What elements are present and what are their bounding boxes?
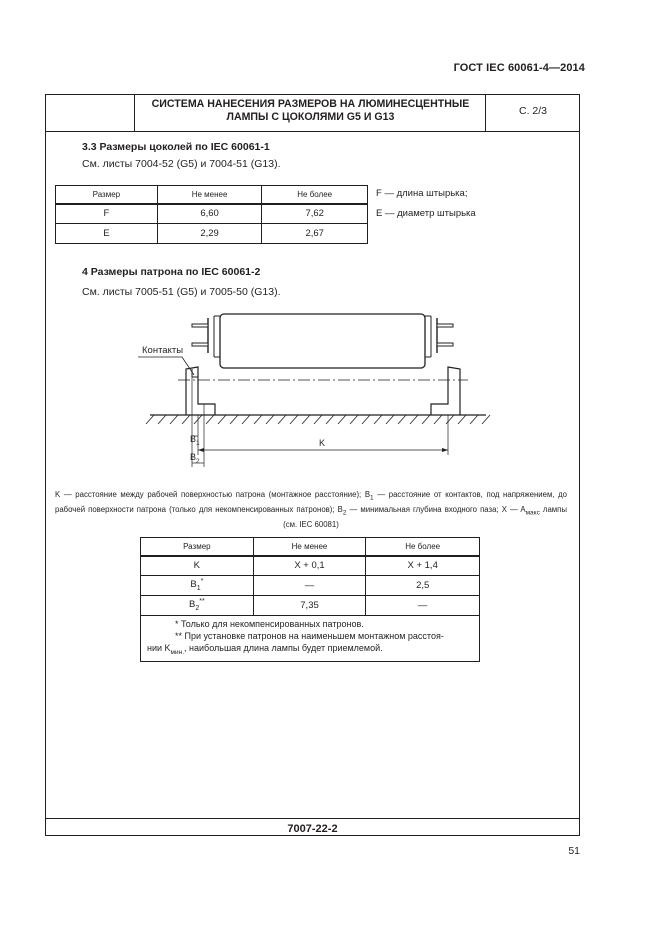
holder-dimensions-table	[140, 537, 480, 662]
note-f: F — длина штырька;	[376, 188, 468, 199]
table-footnotes	[141, 616, 480, 662]
table-row	[141, 596, 480, 616]
holder-left	[186, 367, 215, 415]
col-header-max: Не более	[262, 186, 368, 204]
table-cell: —	[253, 576, 366, 596]
table-cell: E	[56, 224, 158, 244]
label-b2: $B_2$	[190, 452, 200, 465]
table-cell: K	[141, 556, 254, 576]
table-row	[141, 576, 480, 596]
label-contacts: Контакты	[142, 345, 184, 356]
table-cell: X + 1,4	[366, 556, 480, 576]
arrow-k-right	[442, 448, 448, 452]
table-cell: 7,62	[262, 204, 368, 224]
pin-right-top	[437, 324, 453, 327]
footnote-2-cont: нии $K_{мин.}$, наибольшая длина лампы будет приемлемой.	[147, 643, 383, 656]
label-b1: $B_1$	[190, 434, 200, 447]
table-cell: $B_2^{**}$	[141, 596, 254, 616]
table-cell: 2,29	[157, 224, 262, 244]
sheet-page: С. 2/3	[518, 105, 547, 117]
label-k: K	[319, 438, 326, 448]
footer-divider	[45, 818, 580, 819]
section-4-text: См. листы 7005-51 (G5) и 7005-50 (G13).	[82, 286, 281, 298]
col-header-min: Не менее	[253, 538, 366, 556]
note-e: E — диаметр штырька	[376, 208, 476, 219]
table-cell: F	[56, 204, 158, 224]
standard-number: ГОСТ IEC 60061-4—2014	[453, 62, 585, 74]
footnote-1: * Только для некомпенсированных патронов.	[175, 619, 364, 629]
table-row	[141, 556, 480, 576]
arrow-k-left	[198, 448, 204, 452]
holder-right	[431, 367, 460, 415]
pin-right-bottom	[437, 343, 453, 346]
col-header-size: Размер	[141, 538, 254, 556]
ground-hatch	[146, 415, 490, 424]
section-3-3-heading: 3.3 Размеры цоколей по IEC 60061-1	[82, 141, 270, 153]
table-cell: 6,60	[157, 204, 262, 224]
lampholder-drawing	[118, 305, 498, 475]
section-4-heading: 4 Размеры патрона по IEC 60061-2	[82, 266, 261, 278]
figure-caption: K — расстояние между рабочей поверхностью патрона (монтажное расстояние); $B_1$ — расстояние от контактов, под напряжением, до рабочей поверхности патрона (только для некомпенсированных патронов); $B_2$ — минимальная глубина входного паза; X — $A_{макс}$ лампы (см. IEC 60081)	[55, 490, 567, 530]
table-cell: 2,5	[366, 576, 480, 596]
page-number: 51	[568, 845, 580, 857]
table-cell: 7,35	[253, 596, 366, 616]
sheet-title-line1: СИСТЕМА НАНЕСЕНИЯ РАЗМЕРОВ НА ЛЮМИНЕСЦЕНТНЫЕ	[151, 98, 470, 110]
table-cell: $B_1^*$	[141, 576, 254, 596]
table-cell: X + 0,1	[253, 556, 366, 576]
section-3-3-text: См. листы 7004-52 (G5) и 7004-51 (G13).	[82, 158, 281, 170]
pin-left-top	[192, 324, 208, 327]
pin-left-bottom	[192, 343, 208, 346]
table-cell: 2,67	[262, 224, 368, 244]
lamp-tube	[220, 314, 425, 368]
base-dimensions-table	[55, 185, 368, 244]
table-cell: —	[366, 596, 480, 616]
sheet-title-line2: ЛАМПЫ С ЦОКОЛЯМИ G5 И G13	[226, 111, 395, 123]
col-header-min: Не менее	[157, 186, 262, 204]
sheet-title	[138, 98, 483, 124]
table-row	[56, 204, 368, 224]
table-row	[56, 224, 368, 244]
sheet-code: 7007-22-2	[287, 823, 338, 835]
col-header-max: Не более	[366, 538, 480, 556]
header-divider-left	[134, 94, 135, 132]
col-header-size: Размер	[56, 186, 158, 204]
footnote-2: ** При установке патронов на наименьшем монтажном расстоя-	[175, 631, 444, 641]
